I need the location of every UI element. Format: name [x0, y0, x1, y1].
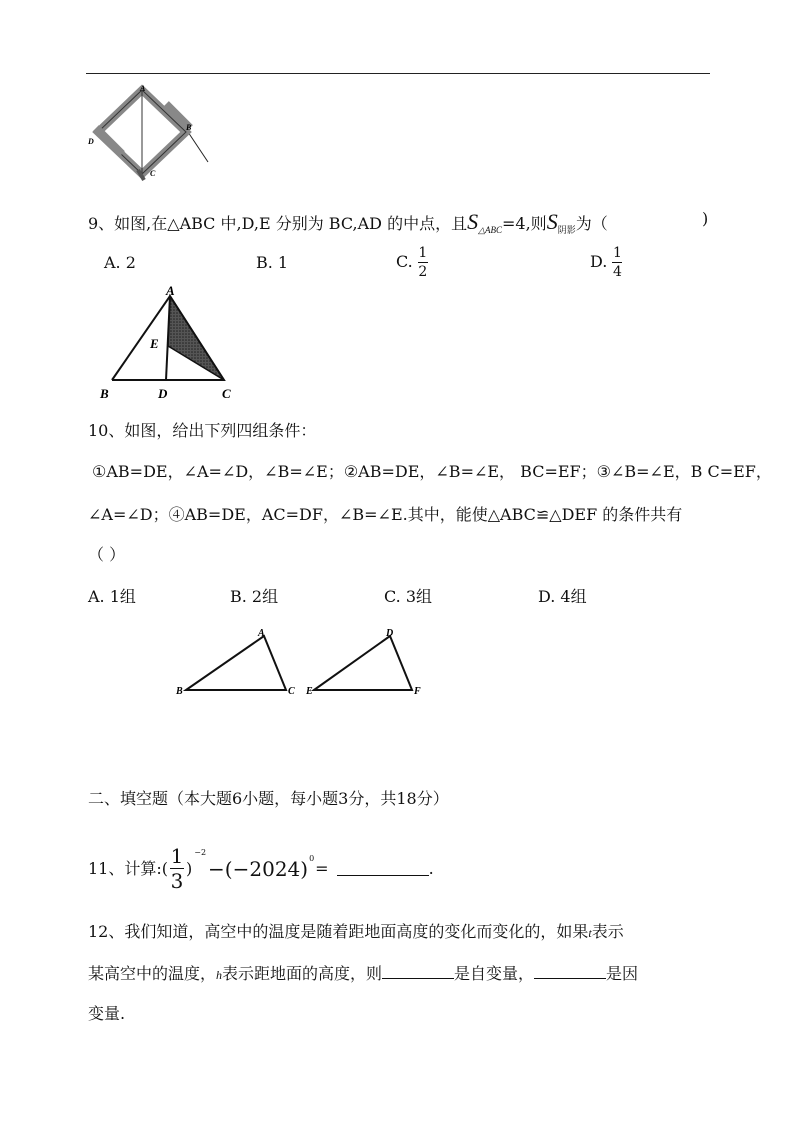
- rhombus-figure: [86, 82, 216, 184]
- header-rule: [86, 73, 710, 74]
- q9-option-d-den: 4: [612, 264, 622, 280]
- q10-triangles-figure: [174, 624, 434, 700]
- q9-triangle-figure: [98, 282, 248, 402]
- q9-option-a: A. 2: [104, 253, 136, 272]
- section-2-heading: 二、填空题（本大题6小题，每小题3分，共18分）: [88, 789, 449, 808]
- q12-line-2-c: 是自变量，: [454, 964, 535, 983]
- q10-option-d: D. 4组: [538, 587, 587, 606]
- q9-option-c: [396, 246, 428, 279]
- q11-exponent-2: 0: [309, 853, 315, 863]
- q11-mid: −(−2024): [208, 856, 309, 881]
- q9-equals: =4,则: [502, 214, 547, 233]
- q9-option-d-fraction: [612, 246, 622, 279]
- q10-option-c: C. 3组: [384, 587, 433, 606]
- q9-label-e: E: [150, 336, 159, 351]
- q12-line-1-end: 表示: [591, 922, 624, 941]
- rhombus-label-c: C: [150, 169, 156, 178]
- q9-shaded-symbol: S: [546, 209, 558, 234]
- q10-line-3: ∠A=∠D；④AB=DE，AC=DF，∠B=∠E.其中，能使△ABC≌△DEF 的条件共有: [88, 505, 683, 524]
- rhombus-label-b: B: [186, 123, 192, 132]
- q12-var-t: t: [588, 926, 592, 940]
- q9-option-c-den: 2: [418, 264, 428, 280]
- q12-line-1: [88, 924, 624, 940]
- q10-label-c: C: [288, 686, 295, 697]
- q9-label-b: B: [100, 386, 109, 401]
- q9-label-d: D: [158, 386, 168, 401]
- q9-prefix: 9、如图,在△ABC 中,D,E 分别为 BC,AD 的中点，且: [88, 214, 468, 233]
- q10-line-1: 10、如图，给出下列四组条件：: [88, 421, 317, 440]
- q12-var-h: h: [216, 968, 223, 982]
- q11-close: ): [186, 858, 193, 878]
- q11-end: .: [428, 858, 434, 878]
- q10-label-b: B: [176, 686, 183, 697]
- q9-option-b: B. 1: [256, 253, 289, 272]
- q11-exponent-1: −2: [194, 847, 207, 857]
- q9-option-c-fraction: [418, 246, 428, 279]
- q9-option-d: [590, 246, 622, 279]
- q11-den: 3: [170, 869, 184, 893]
- q10-option-a: A. 1组: [88, 587, 136, 606]
- q9-suffix: 为（: [575, 214, 608, 233]
- q10-label-f: F: [414, 686, 421, 697]
- q12-line-2-b: 表示距地面的高度，则: [222, 964, 383, 983]
- q11-answer-blank: [337, 861, 429, 876]
- q9-paren-close: ): [702, 209, 709, 228]
- q9-option-d-num: 1: [612, 245, 622, 261]
- q12-line-3: 变量.: [88, 1004, 126, 1023]
- q12-line-2-d: 是因: [606, 964, 639, 983]
- q10-label-a: A: [258, 628, 265, 639]
- q11-equals: =: [315, 858, 329, 878]
- q12-blank-1: [382, 964, 454, 979]
- q9-s-symbol: S: [467, 209, 479, 234]
- q9-option-c-label: C.: [396, 252, 413, 271]
- q9-option-c-num: 1: [418, 245, 428, 261]
- q12-line-2: [88, 964, 638, 982]
- q10-label-d: D: [386, 628, 394, 639]
- q9-label-c: C: [222, 386, 231, 401]
- q9-s-subscript: △ABC: [478, 225, 502, 235]
- q10-line-4: （ ）: [88, 545, 126, 564]
- q12-blank-2: [534, 964, 606, 979]
- q12-line-2-a: 某高空中的温度，: [88, 964, 217, 983]
- q11-num: 1: [170, 844, 184, 868]
- q10-label-e: E: [306, 686, 313, 697]
- rhombus-label-d: D: [88, 137, 94, 146]
- q9-option-d-label: D.: [590, 252, 608, 271]
- question-11: [88, 846, 434, 891]
- q9-label-a: A: [166, 283, 175, 298]
- question-9: [88, 211, 608, 236]
- q11-prefix: 11、计算:(: [88, 858, 168, 878]
- q10-line-2: ①AB=DE，∠A=∠D，∠B=∠E；②AB=DE，∠B=∠E， BC=EF；③∠B=∠E，B C=EF，: [92, 462, 772, 481]
- q12-line-1-text: 12、我们知道，高空中的温度是随着距地面高度的变化而变化的，如果: [88, 922, 589, 941]
- q11-fraction: [170, 846, 184, 891]
- q9-shaded-subscript: 阴影: [557, 226, 576, 236]
- rhombus-label-a: A: [140, 84, 146, 93]
- q10-option-b: B. 2组: [230, 587, 279, 606]
